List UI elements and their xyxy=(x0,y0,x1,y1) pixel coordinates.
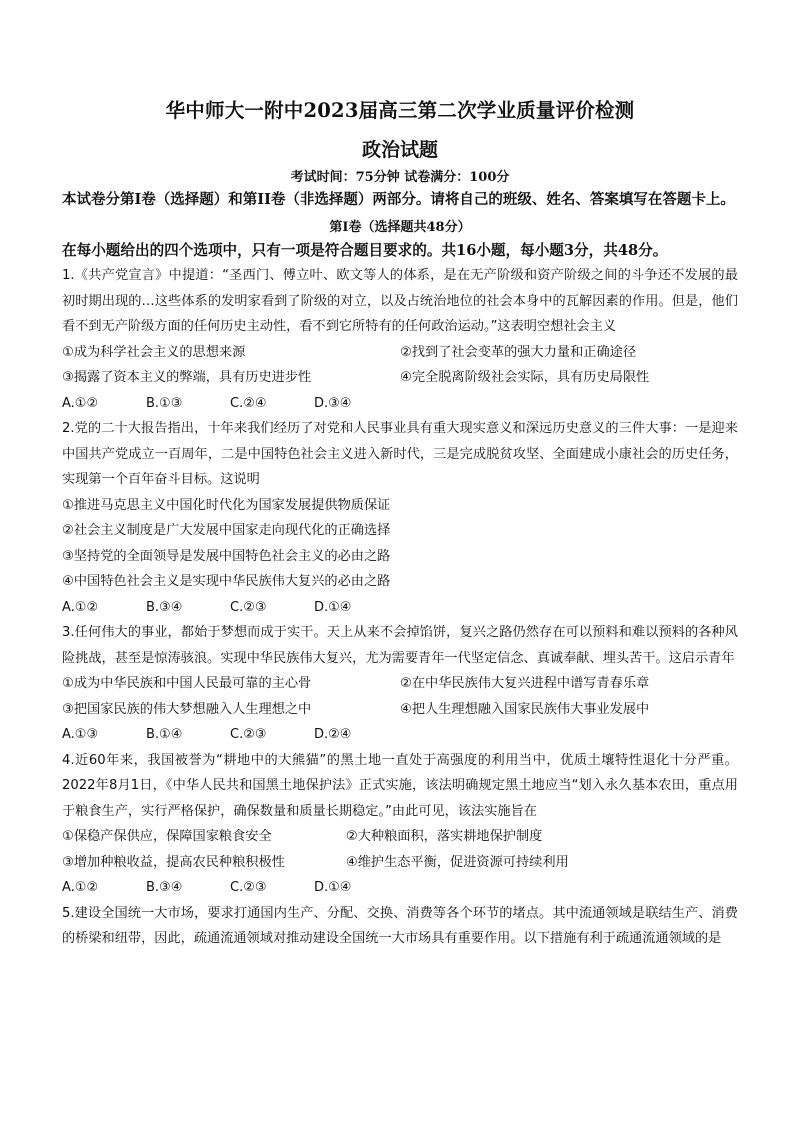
option: ②大种粮面积，落实耕地保护制度 xyxy=(345,829,543,844)
choice-b: B.③④ xyxy=(146,599,183,615)
choice-c: C.②③ xyxy=(230,727,267,742)
answer-choices xyxy=(62,391,738,417)
question-stem: 4.近60年来，我国被誉为“耕地中的大熊猫”的黑土地一直处于高强度的利用当中，优质土壤特性退化十分严重。2022年8月1日，《中华人民共和国黑土地保护法》正式实施，该法明确规定黑土地应当“划入永久基本农田，重点用于粮食生产，实行严格保护，确保数量和质量长期稳定。”由此可见，该法实施旨在 xyxy=(62,752,738,819)
choice-b: B.③④ xyxy=(146,880,183,895)
answer-choices xyxy=(62,595,738,621)
option: ②找到了社会变革的强大力量和正确途径 xyxy=(400,344,637,360)
option: ①保稳产保供应，保障国家粮食安全 xyxy=(62,829,272,844)
answer-choices xyxy=(62,722,738,748)
option: ①成为科学社会主义的思想来源 xyxy=(62,344,246,360)
choice-b: B.①④ xyxy=(146,727,183,742)
choice-d: D.①④ xyxy=(314,880,352,895)
choice-a: A.①② xyxy=(62,880,99,895)
exam-meta: 考试时间：75分钟 试卷满分：100分 xyxy=(290,170,510,185)
option: ①成为中华民族和中国人民最可靠的主心骨 xyxy=(62,676,312,691)
section-instruction: 在每小题给出的四个选项中，只有一项是符合题目要求的。共16小题，每小题3分，共48分。 xyxy=(62,242,668,259)
question-2 xyxy=(62,416,738,620)
exam-title: 华中师大一附中2023届高三第二次学业质量评价检测 xyxy=(165,99,635,122)
option: ①推进马克思主义中国化时代化为国家发展提供物质保证 xyxy=(62,497,391,513)
choice-c: C.②④ xyxy=(230,395,267,411)
option: ③揭露了资本主义的弊端，具有历史进步性 xyxy=(62,370,312,385)
section-title: 第I卷（选择题共48分） xyxy=(329,220,471,235)
option: ③坚持党的全面领导是发展中国特色社会主义的必由之路 xyxy=(62,548,391,564)
answer-choices xyxy=(62,875,738,901)
exam-page xyxy=(62,92,738,952)
choice-c: C.②③ xyxy=(230,599,267,615)
choice-d: D.②④ xyxy=(314,727,352,742)
choice-d: D.①④ xyxy=(314,599,352,615)
question-3 xyxy=(62,620,738,748)
choice-b: B.①③ xyxy=(146,395,183,411)
option: ④完全脱离阶级社会实际，具有历史局限性 xyxy=(400,370,650,385)
question-stem: 2.党的二十大报告指出，十年来我们经历了对党和人民事业具有重大现实意义和深远历史意义的三件大事：一是迎来中国共产党成立一百周年，二是中国特色社会主义进入新时代，三是完成脱贫攻坚、全面建成小康社会的历史任务，实现第一个百年奋斗目标。这说明 xyxy=(62,421,738,487)
option: ③把国家民族的伟大梦想融入人生理想之中 xyxy=(62,701,312,717)
option: ②社会主义制度是广大发展中国家走向现代化的正确选择 xyxy=(62,523,391,538)
question-4 xyxy=(62,748,738,901)
question-stem: 3.任何伟大的事业，都始于梦想而成于实干。天上从来不会掉馅饼，复兴之路仍然存在可以预料和难以预料的各种风险挑战，甚至是惊涛骇浪。实现中华民族伟大复兴，尤为需要青年一代坚定信念、真诚奉献、埋头苦干。这启示青年 xyxy=(62,625,738,666)
subject-title: 政治试题 xyxy=(361,139,438,161)
option: ④把人生理想融入国家民族伟大事业发展中 xyxy=(400,701,650,717)
question-5 xyxy=(62,901,738,952)
choice-a: A.①② xyxy=(62,599,99,615)
choice-d: D.③④ xyxy=(314,395,352,411)
option: ③增加种粮收益，提高农民种粮积极性 xyxy=(62,854,285,870)
choice-c: C.②③ xyxy=(230,880,267,895)
option: ④中国特色社会主义是实现中华民族伟大复兴的必由之路 xyxy=(62,574,391,589)
option: ④维护生态平衡，促进资源可持续利用 xyxy=(345,854,569,870)
question-1 xyxy=(62,263,738,416)
choice-a: A.①② xyxy=(62,395,99,411)
choice-a: A.①③ xyxy=(62,727,99,742)
question-stem: 1.《共产党宣言》中提道：“圣西门、傅立叶、欧文等人的体系，是在无产阶级和资产阶级之间的斗争还不发展的最初时期出现的…这些体系的发明家看到了阶级的对立，以及占统治地位的社会本身中的瓦解因素的作用。但是，他们看不到无产阶级方面的任何历史主动性，看不到它所特有的任何政治运动。”这表明空想社会主义 xyxy=(62,268,738,334)
option: ②在中华民族伟大复兴进程中谱写青春乐章 xyxy=(400,676,650,691)
question-stem: 5.建设全国统一大市场，要求打通国内生产、分配、交换、消费等各个环节的堵点。其中流通领域是联结生产、消费的桥梁和纽带，因此，疏通流通领域对推动建设全国统一大市场具有重要作用。以下措施有利于疏通流通领域的是 xyxy=(62,905,738,946)
exam-intro: 本试卷分第I卷（选择题）和第II卷（非选择题）两部分。请将自己的班级、姓名、答案填写在答题卡上。 xyxy=(62,191,735,208)
